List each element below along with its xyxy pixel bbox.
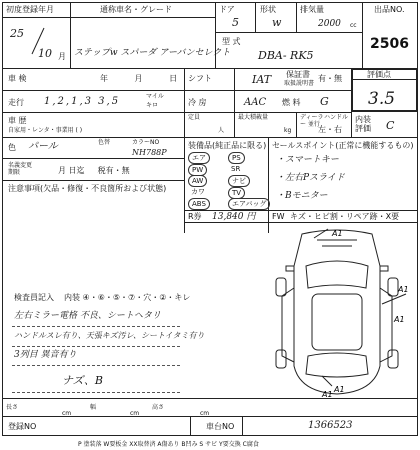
equipment-item: PW bbox=[188, 164, 207, 176]
car-windshield bbox=[306, 261, 368, 288]
mileage-unit-bottom: キロ bbox=[146, 102, 159, 109]
divider bbox=[2, 398, 418, 399]
equipment-grid bbox=[186, 152, 268, 210]
inspector-categories: 内装 ④・⑥・⑤・⑦・穴・②・キレ bbox=[64, 293, 191, 302]
damage-mark-right: A1 bbox=[394, 315, 405, 324]
equipment-item: エアバッグ bbox=[228, 198, 270, 210]
shape-label: 形状 bbox=[260, 5, 276, 14]
interior-value: C bbox=[386, 119, 395, 132]
lot-value: 2506 bbox=[370, 36, 409, 52]
car-mirror bbox=[380, 266, 388, 271]
color-code-label: カラーNO bbox=[132, 139, 160, 146]
equipment-item: カワ bbox=[191, 187, 205, 196]
model-value: DBA- RK5 bbox=[258, 49, 314, 62]
mileage-value: 1,2,1,3 3,5 bbox=[44, 96, 121, 107]
sales-point-1: ・スマートキー bbox=[276, 155, 339, 165]
divider bbox=[190, 416, 191, 436]
divider bbox=[296, 2, 297, 32]
car-mirror bbox=[286, 266, 294, 271]
sales-point-2: ・左右Pスライド bbox=[276, 173, 345, 183]
equipment-item: ナビ bbox=[228, 175, 250, 187]
divider bbox=[296, 112, 297, 137]
damage-leader bbox=[322, 376, 332, 386]
notes-label: 注意事項(欠品・修復・不良箇所および状態) bbox=[8, 184, 167, 193]
lot-label: 出品NO. bbox=[374, 5, 405, 14]
car-diagram bbox=[262, 226, 412, 398]
divider bbox=[215, 32, 362, 33]
divider bbox=[2, 90, 351, 91]
r-ticket-label: R券 bbox=[188, 212, 202, 221]
shift-label: シフト bbox=[188, 74, 212, 83]
note-line bbox=[12, 326, 180, 327]
chassis-value: 1366523 bbox=[308, 420, 353, 431]
length-label: 長さ bbox=[6, 404, 19, 411]
first-reg-label: 初度登録年月 bbox=[6, 5, 54, 14]
damage-mark-side: A1 bbox=[398, 285, 409, 294]
divider bbox=[2, 112, 351, 113]
fw-text: キズ・ヒビ割・リペア跡・X要 bbox=[290, 212, 400, 221]
car-right-side bbox=[380, 288, 392, 362]
mileage-unit-top: マイル bbox=[146, 93, 164, 100]
inspector-note-3: 3列目 異音有り bbox=[14, 350, 77, 360]
divider bbox=[70, 2, 71, 68]
name-change-fields: 月 日迄 税有・無 bbox=[58, 166, 130, 175]
car-wheel bbox=[388, 350, 398, 368]
divider bbox=[234, 68, 235, 137]
car-roof bbox=[312, 294, 362, 350]
color-change-label: 色替 bbox=[98, 139, 111, 146]
fuel-label: 燃 料 bbox=[282, 98, 301, 107]
length-unit: cm bbox=[62, 410, 72, 417]
width-unit: cm bbox=[130, 410, 140, 417]
displacement-value: 2000 bbox=[318, 19, 341, 29]
width-label: 幅 bbox=[90, 404, 97, 411]
equipment-label: 装備品(純正品に限る) bbox=[188, 141, 267, 150]
displacement-label: 排気量 bbox=[300, 5, 324, 14]
note-line bbox=[12, 346, 180, 347]
color-label: 色 bbox=[8, 143, 16, 152]
equipment-item: PS bbox=[228, 152, 245, 164]
inspector-note-2: ハンドルスレ有り、天張キズ汚レ、シートイタミ有り bbox=[14, 331, 205, 340]
sales-points-label: セールスポイント(正常に機能するもの) bbox=[272, 141, 414, 150]
mileage-label: 走行 bbox=[8, 98, 24, 107]
ac-value: AAC bbox=[244, 97, 267, 108]
load-label: 最大積載量 bbox=[238, 114, 269, 121]
divider bbox=[2, 180, 184, 181]
car-wheel bbox=[276, 278, 286, 296]
inspection-label: 車 検 bbox=[8, 74, 27, 83]
capacity-unit: 人 bbox=[218, 127, 225, 134]
height-label: 高さ bbox=[152, 404, 165, 411]
divider bbox=[362, 2, 363, 68]
color-value: パール bbox=[28, 141, 58, 152]
divider bbox=[268, 137, 269, 233]
shift-value: IAT bbox=[252, 73, 272, 86]
model-label: 型 式 bbox=[222, 37, 241, 46]
divider bbox=[351, 79, 418, 80]
height-unit: cm bbox=[200, 410, 210, 417]
sales-point-3: ・Bモニター bbox=[276, 191, 328, 201]
reg-no-label: 登録NO bbox=[8, 422, 37, 431]
load-unit: kg bbox=[284, 127, 292, 134]
handle-value: 左・右 bbox=[318, 125, 342, 134]
divider bbox=[2, 17, 215, 18]
first-reg-month-unit: 月 bbox=[58, 52, 66, 61]
divider bbox=[2, 137, 418, 138]
divider bbox=[184, 137, 185, 233]
displacement-unit: cc bbox=[350, 22, 357, 29]
car-wheel bbox=[388, 278, 398, 296]
car-rear-window bbox=[306, 353, 368, 377]
equipment-item: SR bbox=[231, 164, 241, 173]
history-options: 自家用・レンタ・事業用 ( ) bbox=[8, 127, 83, 134]
car-wheel bbox=[276, 350, 286, 368]
inspection-unit: 年 月 日 bbox=[100, 74, 190, 83]
equipment-item: ABS bbox=[188, 198, 210, 210]
divider bbox=[255, 2, 256, 32]
interior-label: 内装 評価 bbox=[355, 115, 371, 133]
door-value: 5 bbox=[232, 16, 239, 29]
name-grade-value: ステップw スパーダ アーバンセレクト bbox=[74, 48, 231, 58]
first-reg-month: 10 bbox=[38, 47, 52, 60]
equipment-item: エア bbox=[188, 152, 210, 164]
warranty-sub: 取扱説明書 bbox=[284, 80, 315, 87]
name-change-label: 名義変更 期限 bbox=[8, 162, 33, 176]
inspector-note-1: 左右ミラー電格 不良、シートヘタリ bbox=[14, 311, 161, 321]
door-label: ドア bbox=[219, 5, 235, 14]
chassis-label: 車台NO bbox=[206, 422, 235, 431]
damage-mark-bottom: A1 bbox=[322, 390, 333, 398]
fuel-value: G bbox=[320, 95, 329, 108]
grade-value: 3.5 bbox=[368, 89, 396, 109]
color-code-value: NH788P bbox=[132, 148, 167, 157]
car-grille bbox=[317, 240, 357, 246]
car-left-side bbox=[282, 288, 294, 362]
fw-label: FW bbox=[272, 212, 285, 221]
warranty-label: 保証書 bbox=[286, 70, 310, 79]
inspector-signature: ナズ、B bbox=[62, 374, 103, 387]
divider bbox=[242, 416, 243, 436]
equipment-item: AW bbox=[188, 175, 207, 187]
handle-label: ハンドル bbox=[324, 114, 349, 121]
dealer-label: ディーラー 並行 bbox=[300, 114, 324, 128]
grade-label: 評価点 bbox=[367, 70, 391, 79]
ac-label: 冷 房 bbox=[188, 98, 207, 107]
footer-legend: P 塗装落 W要板金 XX取替済 A傷あり B凹み S サビ Y要交換 C腐食 bbox=[78, 441, 259, 448]
first-reg-year: 25 bbox=[10, 27, 24, 40]
damage-mark-front: A1 bbox=[332, 229, 343, 238]
name-grade-label: 通称車名・グレード bbox=[100, 5, 172, 14]
equipment-item: TV bbox=[228, 187, 245, 199]
inspector-label: 検査員記入 bbox=[14, 293, 54, 302]
note-line bbox=[12, 365, 180, 366]
capacity-label: 定員 bbox=[188, 114, 201, 121]
damage-mark-rear: A1 bbox=[334, 385, 345, 394]
r-ticket-value: 13,840 円 bbox=[212, 212, 256, 222]
note-line bbox=[12, 392, 180, 393]
history-label: 車 歴 bbox=[8, 116, 27, 125]
shape-value: w bbox=[272, 16, 282, 29]
warranty-options: 有・無 bbox=[318, 74, 342, 83]
